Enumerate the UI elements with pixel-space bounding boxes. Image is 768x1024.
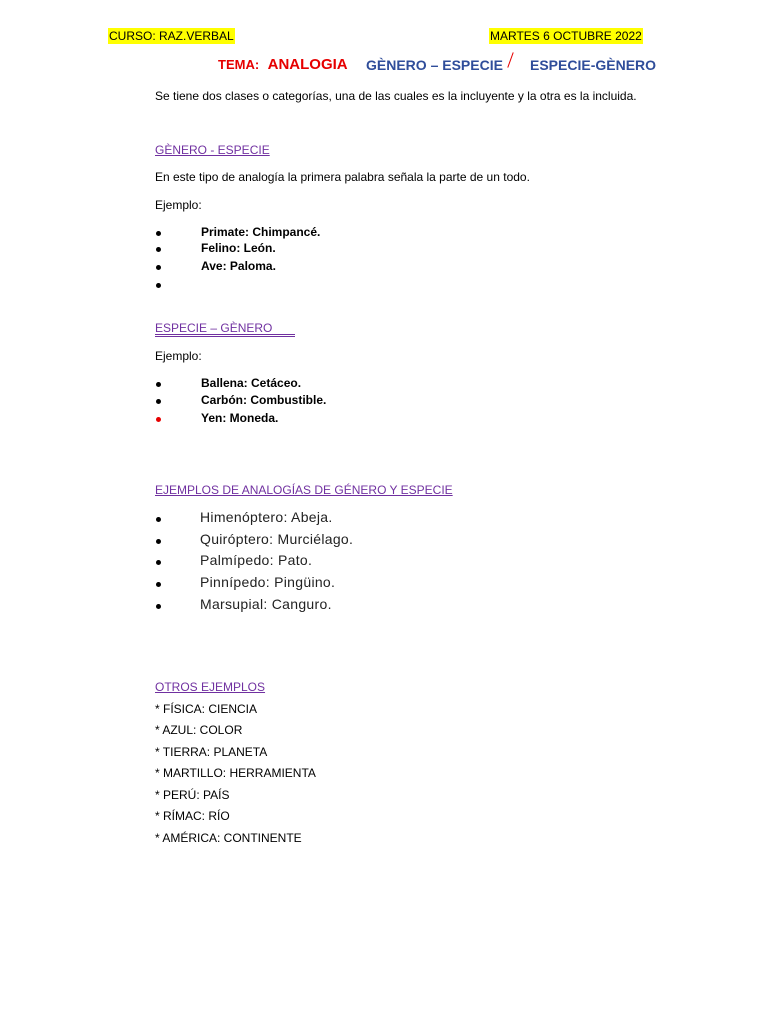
section3-heading: EJEMPLOS DE ANALOGÍAS DE GÉNERO Y ESPECIE bbox=[155, 483, 453, 497]
list-bullet bbox=[156, 265, 161, 270]
course-label: CURSO: RAZ.VERBAL bbox=[109, 29, 234, 43]
list-bullet bbox=[156, 231, 161, 236]
section1-example-label: Ejemplo: bbox=[155, 198, 202, 212]
list-item: * FÍSICA: CIENCIA bbox=[155, 702, 258, 716]
slash-divider bbox=[507, 52, 513, 67]
topic-subtitle-a: GÈNERO – ESPECIE bbox=[366, 57, 503, 73]
list-item: Palmípedo: Pato. bbox=[200, 552, 313, 568]
list-item: * TIERRA: PLANETA bbox=[155, 745, 268, 759]
list-item: * RÍMAC: RÍO bbox=[155, 809, 230, 823]
list-bullet bbox=[156, 604, 161, 609]
list-bullet bbox=[156, 582, 161, 587]
date-label: MARTES 6 OCTUBRE 2022 bbox=[490, 29, 642, 43]
topic-label: TEMA: bbox=[218, 57, 260, 72]
list-item: Quiróptero: Murciélago. bbox=[200, 531, 354, 547]
list-bullet bbox=[156, 539, 161, 544]
list-item: * PERÚ: PAÍS bbox=[155, 788, 230, 802]
list-item: Ballena: Cetáceo. bbox=[201, 376, 302, 390]
list-item: Felino: León. bbox=[201, 241, 276, 255]
list-bullet bbox=[156, 417, 161, 422]
section2-heading: ESPECIE – GÈNERO bbox=[155, 321, 273, 335]
list-bullet bbox=[156, 247, 161, 252]
list-item: * AZUL: COLOR bbox=[155, 723, 243, 737]
list-item: Yen: Moneda. bbox=[201, 411, 279, 425]
list-bullet bbox=[156, 283, 161, 288]
heading-double-underline bbox=[155, 334, 295, 337]
topic-subtitle-b: ESPECIE-GÈNERO bbox=[530, 57, 657, 73]
topic-title: ANALOGIA bbox=[267, 56, 348, 73]
list-bullet bbox=[156, 560, 161, 565]
section1-heading: GÈNERO - ESPECIE bbox=[155, 143, 270, 157]
intro-text: Se tiene dos clases o categorías, una de las cuales es la incluyente y la otra es la incluida. bbox=[155, 89, 637, 103]
list-item: Pinnípedo: Pingüino. bbox=[200, 574, 336, 590]
list-item: * MARTILLO: HERRAMIENTA bbox=[155, 766, 316, 780]
list-item: Himenóptero: Abeja. bbox=[200, 509, 333, 525]
list-bullet bbox=[156, 399, 161, 404]
list-item: Primate: Chimpancé. bbox=[201, 225, 321, 239]
list-item: Carbón: Combustible. bbox=[201, 393, 327, 407]
list-bullet bbox=[156, 517, 161, 522]
section4-heading: OTROS EJEMPLOS bbox=[155, 680, 266, 694]
list-bullet bbox=[156, 382, 161, 387]
topic-line bbox=[218, 56, 348, 74]
section1-text: En este tipo de analogía la primera palabra señala la parte de un todo. bbox=[155, 170, 530, 184]
section2-example-label: Ejemplo: bbox=[155, 349, 202, 363]
list-item: * AMÉRICA: CONTINENTE bbox=[155, 831, 302, 845]
list-item: Ave: Paloma. bbox=[201, 259, 276, 273]
list-item: Marsupial: Canguro. bbox=[200, 596, 332, 612]
